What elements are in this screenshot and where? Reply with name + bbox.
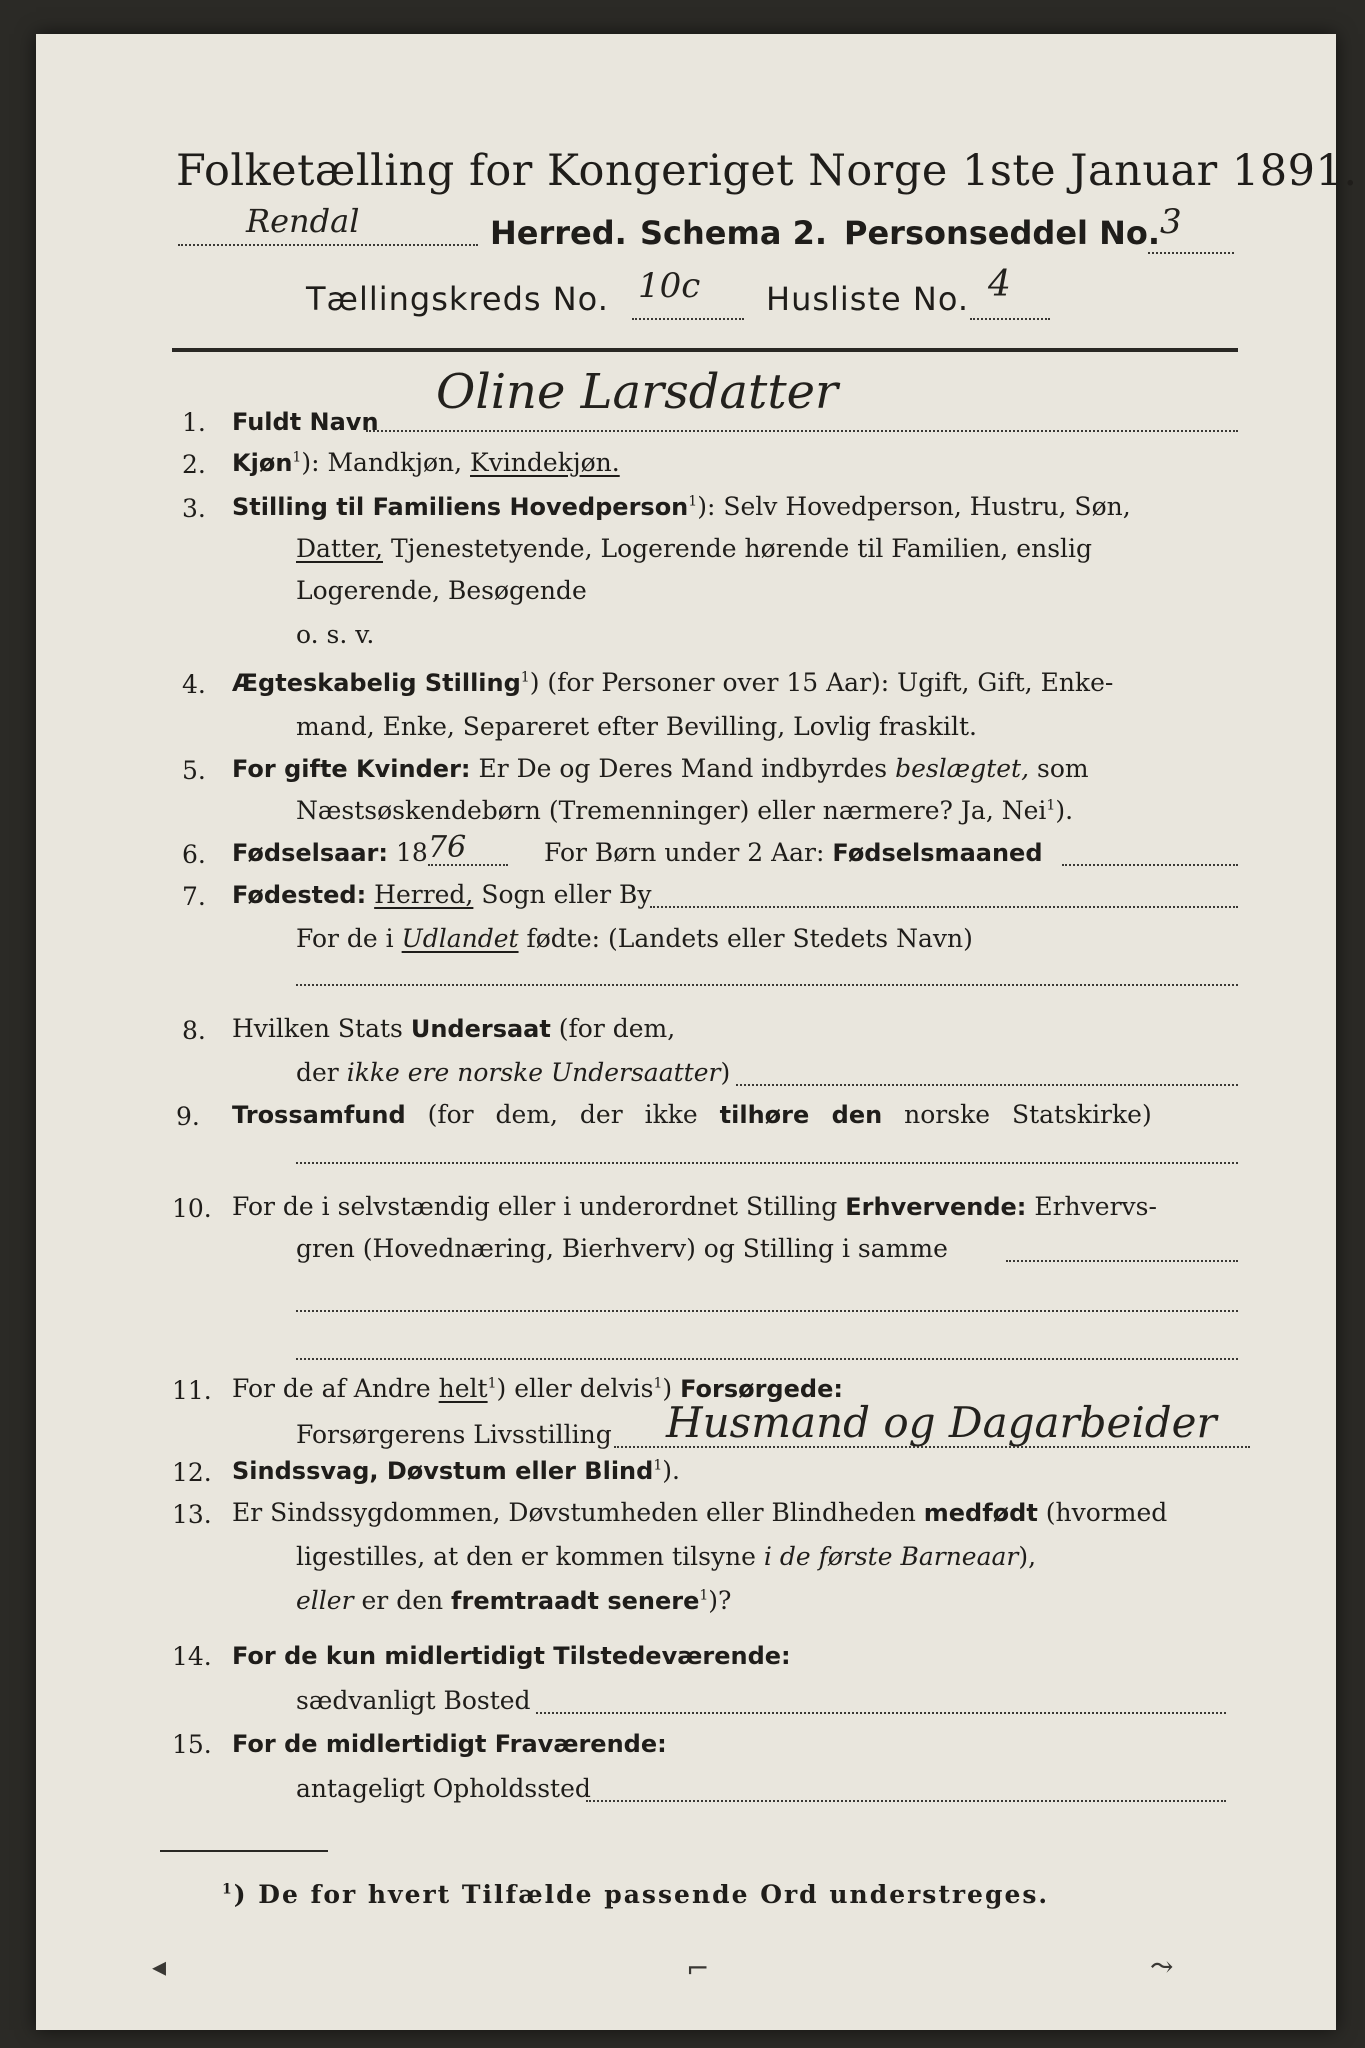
q4-label: Ægteskabelig Stilling — [232, 669, 521, 697]
q13-line1-end: (hvormed — [1045, 1498, 1168, 1527]
q3-options-line2: Tjenestetyende, Logerende hørende til Familien, enslig — [390, 534, 1093, 563]
q1-field-line — [366, 430, 1238, 432]
q2-footnote-sup: 1 — [292, 449, 302, 466]
q13-footnote-sup: 1 — [699, 1587, 709, 1604]
q2-label: Kjøn — [232, 449, 293, 477]
q14-line2: sædvanligt Bosted — [296, 1686, 531, 1715]
q15-field-line — [586, 1800, 1226, 1802]
q1-name-value: Oline Larsdatter — [436, 364, 838, 420]
q11-value: Husmand og Dagarbeider — [666, 1398, 1217, 1447]
q1-label: Fuldt Navn — [232, 408, 379, 436]
q3-selected-option: Datter, — [296, 534, 383, 563]
kreds-label: Tællingskreds No. — [306, 280, 609, 318]
herred-label: Herred. — [490, 214, 627, 252]
q9-bold-words: tilhøre den — [719, 1101, 883, 1129]
q13-line3-italic: eller — [296, 1586, 354, 1615]
q13-line1-pre: Er Sindssygdommen, Døvstumheden eller Blindheden — [232, 1498, 916, 1527]
census-form-sheet — [36, 34, 1358, 2030]
schema-label: Schema 2. — [640, 214, 827, 252]
q10-field-line3 — [296, 1358, 1238, 1360]
q3-options-line1: ): Selv Hovedperson, Hustru, Søn, — [697, 492, 1131, 521]
q8-line2-pre: der — [296, 1058, 339, 1087]
q7-foreign-field-line — [296, 984, 1238, 986]
q4-options-line1: ) (for Personer over 15 Aar): Ugift, Gift, Enke- — [529, 668, 1114, 697]
q4-options-line2: mand, Enke, Separeret efter Bevilling, Lovlig fraskilt. — [296, 712, 977, 741]
q13-line2-italic: i de første Barneaar — [763, 1542, 1019, 1571]
q3-footnote-sup: 1 — [688, 493, 698, 510]
q12-end: ). — [662, 1456, 680, 1485]
footnote-sup: 1 — [222, 1881, 234, 1898]
header-rule — [172, 348, 1238, 352]
q6-year-prefix: 18 — [395, 838, 428, 867]
q6-year-value: 76 — [428, 830, 467, 865]
corner-mark-left: ◂ — [152, 1950, 167, 1983]
q3-options-line3: Logerende, Besøgende — [296, 576, 587, 605]
q10-label: Erhvervende: — [845, 1193, 1027, 1221]
q1-number: 1. — [182, 408, 206, 437]
footnote-text: ) De for hvert Tilfælde passende Ord understreges. — [233, 1880, 1050, 1909]
footnote-rule — [160, 1850, 328, 1852]
kreds-value: 10c — [638, 266, 701, 306]
q5-text-line2: Næstsøskendebørn (Tremenninger) eller nærmere? Ja, Nei — [296, 796, 1047, 825]
q11-mid: ) eller delvis — [496, 1374, 654, 1403]
personseddel-value: 3 — [1160, 202, 1182, 242]
q10-number: 10. — [172, 1194, 212, 1223]
q13-line2-pre: ligestilles, at den er kommen tilsyne — [296, 1542, 756, 1571]
q13-line2-end: ), — [1018, 1542, 1037, 1571]
form-title: Folketælling for Kongeriget Norge 1ste Januar 1891. — [176, 146, 1358, 196]
q6-number: 6. — [182, 840, 206, 869]
q14-label: For de kun midlertidigt Tilstedeværende: — [232, 1642, 791, 1670]
q8-line2-end: ) — [720, 1058, 731, 1087]
q13-number: 13. — [172, 1500, 212, 1529]
q13-line3-end: )? — [708, 1586, 732, 1615]
q13-line3-bold: fremtraadt senere — [451, 1587, 700, 1615]
herred-field-line — [178, 244, 478, 246]
q10-line1-end: Erhvervs- — [1034, 1192, 1157, 1221]
q15-number: 15. — [172, 1730, 212, 1759]
q8-label: Undersaat — [410, 1015, 551, 1043]
corner-mark-center: ⌐ — [686, 1952, 710, 1985]
q11-line1-pre: For de af Andre — [232, 1374, 431, 1403]
q3-label: Stilling til Familiens Hovedperson — [232, 493, 689, 521]
q9-field-line — [296, 1162, 1238, 1164]
q9-text: (for dem, der ikke — [427, 1100, 698, 1129]
q7-line2-rest: fødte: (Landets eller Stedets Navn) — [526, 924, 973, 953]
q6-text: For Børn under 2 Aar: — [544, 838, 825, 867]
q8-line1-pre: Hvilken Stats — [232, 1014, 403, 1043]
q3-options-line4: o. s. v. — [296, 620, 375, 649]
q5-footnote-sup: 1 — [1046, 797, 1056, 814]
q9-number: 9. — [176, 1102, 200, 1131]
q5-italic-word: beslægtet, — [895, 754, 1030, 783]
q5-number: 5. — [182, 756, 206, 785]
q8-line2-italic: ikke ere norske Undersaatter — [346, 1058, 721, 1087]
q11-line2: Forsørgerens Livsstilling — [296, 1420, 612, 1449]
personseddel-label: Personseddel No. — [844, 214, 1161, 252]
q11-number: 11. — [172, 1376, 212, 1405]
q11-mid-end: ) — [662, 1374, 673, 1403]
q11-footnote-sup-a: 1 — [487, 1375, 497, 1392]
herred-value: Rendal — [246, 202, 360, 240]
q11-helt: helt — [438, 1374, 488, 1403]
corner-mark-right: ⤳ — [1150, 1950, 1174, 1983]
q12-footnote-sup: 1 — [653, 1457, 663, 1474]
q4-number: 4. — [182, 670, 206, 699]
husliste-value: 4 — [988, 264, 1011, 305]
q6-label2: Fødselsmaaned — [832, 839, 1043, 867]
q9-text-rest: norske Statskirke) — [904, 1100, 1152, 1129]
q14-field-line — [536, 1712, 1226, 1714]
q7-line2-italic: Udlandet — [401, 924, 519, 953]
q14-number: 14. — [172, 1642, 212, 1671]
q7-text: Sogn eller By — [481, 880, 652, 909]
q11-label: Forsørgede: — [680, 1375, 843, 1403]
q8-number: 8. — [182, 1016, 206, 1045]
q13-bold-word: medfødt — [923, 1499, 1038, 1527]
husliste-field-line — [970, 318, 1050, 320]
q2-number: 2. — [182, 450, 206, 479]
q5-label: For gifte Kvinder: — [232, 755, 471, 783]
q10-line1-pre: For de i selvstændig eller i underordnet Stilling — [232, 1192, 838, 1221]
q15-label: For de midlertidigt Fraværende: — [232, 1730, 667, 1758]
q9-label: Trossamfund — [232, 1101, 406, 1129]
kreds-field-line — [632, 318, 744, 320]
q10-field-line2 — [296, 1310, 1238, 1312]
q5-text-line1: Er De og Deres Mand indbyrdes — [478, 754, 888, 783]
q8-line1-rest: (for dem, — [558, 1014, 676, 1043]
q7-line2-pre: For de i — [296, 924, 394, 953]
q15-line2: antageligt Opholdssted — [296, 1774, 591, 1803]
q2-options: ): Mandkjøn, — [301, 448, 463, 477]
q11-footnote-sup-b: 1 — [653, 1375, 663, 1392]
q12-label: Sindssvag, Døvstum eller Blind — [232, 1457, 654, 1485]
q5-text-line2-end: ). — [1055, 796, 1074, 825]
husliste-label: Husliste No. — [766, 280, 969, 318]
q8-field-line — [736, 1084, 1238, 1086]
q7-label: Fødested: — [232, 881, 367, 909]
q10-line2: gren (Hovednæring, Bierhverv) og Stilling i samme — [296, 1234, 948, 1263]
personseddel-field-line — [1148, 252, 1234, 254]
q5-text-line1-end: som — [1036, 754, 1089, 783]
q2-selected-option: Kvindekjøn. — [470, 448, 620, 477]
q6-label: Fødselsaar: — [232, 839, 388, 867]
q4-footnote-sup: 1 — [520, 669, 530, 686]
q10-field-line1 — [1006, 1260, 1238, 1262]
q12-number: 12. — [172, 1458, 212, 1487]
q7-number: 7. — [182, 882, 206, 911]
q7-selected-option: Herred, — [374, 880, 474, 909]
q3-number: 3. — [182, 494, 206, 523]
q6-month-line — [1062, 864, 1238, 866]
q13-line3-mid: er den — [361, 1586, 444, 1615]
q7-field-line — [650, 906, 1238, 908]
